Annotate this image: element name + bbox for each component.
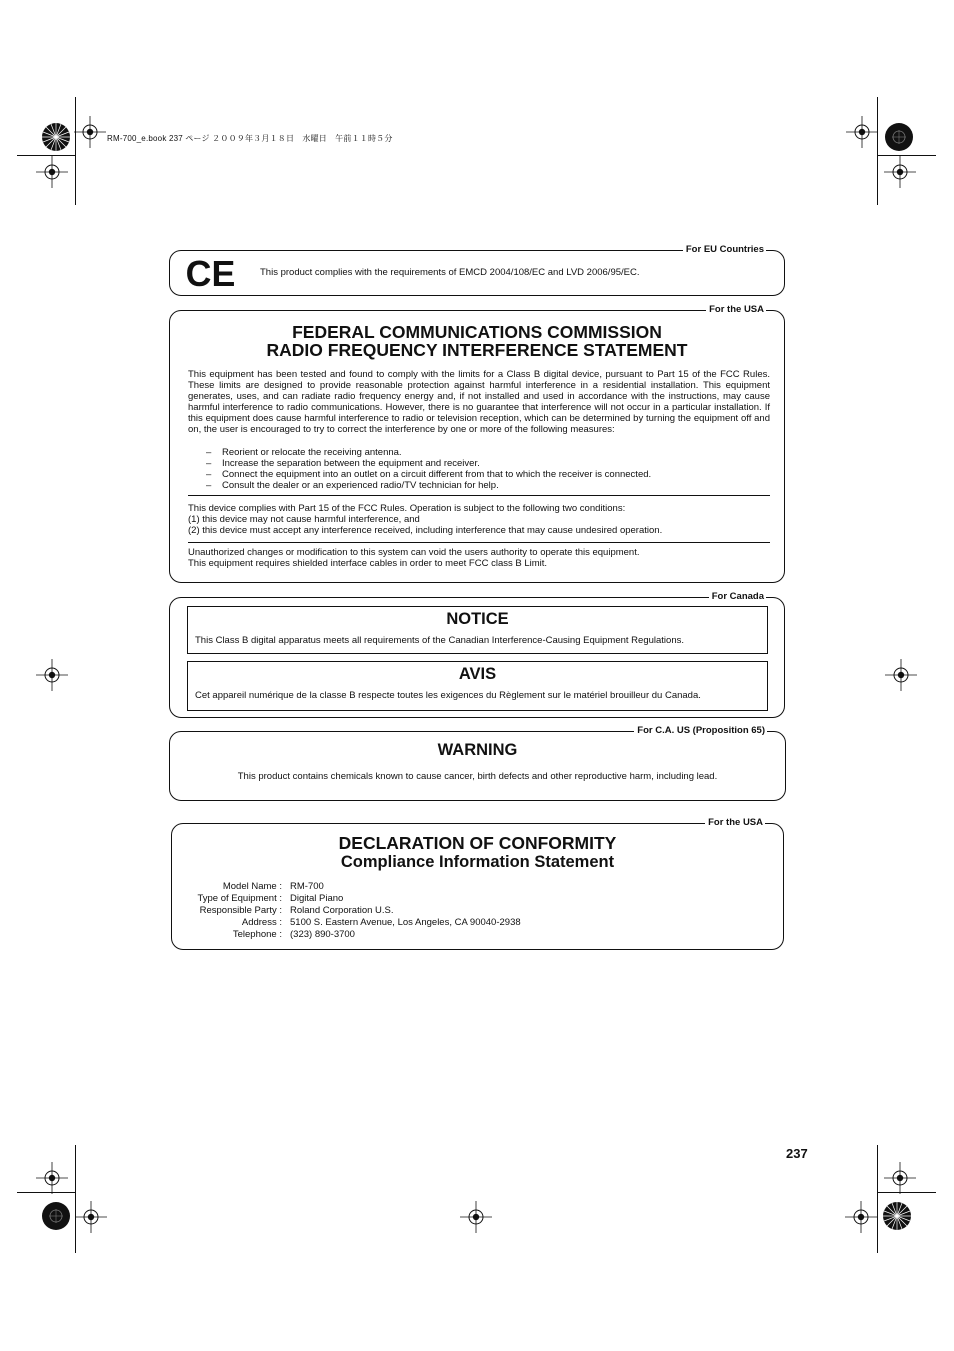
equipment-type-label: Type of Equipment : (197, 893, 282, 904)
table-row (172, 893, 521, 905)
avis-text: Cet appareil numérique de la classe B respecte toutes les exigences du Règlement sur le matériel brouilleur du Canada. (195, 690, 701, 701)
conformity-details (172, 881, 521, 941)
fcc-title (170, 323, 784, 359)
page-number: 237 (786, 1146, 808, 1161)
prop65-box (169, 725, 786, 801)
list-item: – Connect the equipment into an outlet on a circuit different from that to which the receiver is connected. (206, 469, 651, 480)
conformity-subtitle: Compliance Information Statement (340, 853, 615, 871)
address-label: Address : (241, 917, 282, 928)
svg-text:CE: CE (185, 257, 236, 289)
list-item: – Consult the dealer or an experienced radio/TV technician for help. (206, 480, 651, 491)
fcc-title-line2: RADIO FREQUENCY INTERFERENCE STATEMENT (266, 340, 688, 360)
table-row (172, 881, 521, 893)
ce-mark-icon (184, 257, 240, 289)
model-name-label: Model Name : (222, 881, 282, 892)
fcc-paragraph: This equipment has been tested and found to comply with the limits for a Class B digital device, pursuant to Part 15 of the FCC Rules. These limits are designed to provide reasonable protection against harmful interference in a residential installation. This equipment generates, uses, and can radiate radio frequency energy and, if not installed and used in accordance with the instructions, may cause harmful interference to radio communications. However, there is no guarantee that interference will not occur in a particular installation. If this equipment does cause harmful interference to radio or television reception, which can be determined by turning the equipment off and on, the user is encouraged to try to correct the interference by one or more of the following measures: (188, 369, 770, 435)
eu-tag: For EU Countries (683, 244, 766, 256)
conformity-tag: For the USA (705, 817, 765, 829)
shielded-cables-text: This equipment requires shielded interface cables in order to meet FCC class B Limit. (188, 558, 548, 569)
fcc-measures-list (206, 447, 651, 491)
notice-text: This Class B digital apparatus meets all requirements of the Canadian Interference-Causing Equipment Regulations. (195, 635, 684, 646)
fcc-title-line1: FEDERAL COMMUNICATIONS COMMISSION (292, 322, 662, 342)
fcc-statement-box (169, 304, 785, 583)
table-row (172, 929, 521, 941)
canada-tag: For Canada (709, 591, 766, 603)
canada-box (169, 591, 785, 718)
telephone-value: (323) 890-3700 (290, 929, 355, 940)
eu-compliance-box (169, 244, 785, 296)
model-name-value: RM-700 (290, 881, 324, 892)
list-item: – Increase the separation between the equipment and receiver. (206, 458, 651, 469)
warning-title: WARNING (437, 741, 518, 759)
eu-compliance-text: This product complies with the requirements of EMCD 2004/108/EC and LVD 2006/95/EC. (260, 267, 640, 278)
notice-panel (187, 606, 768, 654)
divider (188, 495, 770, 496)
unauthorized-changes-text: Unauthorized changes or modification to this system can void the users authority to operate this equipment. (188, 547, 640, 558)
notice-title: NOTICE (446, 610, 509, 628)
file-info-header: RM-700_e.book 237 ページ ２００９年３月１８日 水曜日 午前１１時５分 (107, 134, 393, 143)
avis-panel (187, 661, 768, 711)
equipment-type-value: Digital Piano (290, 893, 344, 904)
part15-condition-2: (2) this device must accept any interference received, including interference that may cause undesired operation. (188, 525, 663, 536)
part15-intro: This device complies with Part 15 of the FCC Rules. Operation is subject to the following two conditions: (188, 503, 626, 514)
table-row (172, 917, 521, 929)
responsible-party-value: Roland Corporation U.S. (290, 905, 394, 916)
responsible-party-label: Responsible Party : (199, 905, 282, 916)
list-item: – Reorient or relocate the receiving antenna. (206, 447, 651, 458)
avis-title: AVIS (458, 665, 497, 683)
prop65-tag: For C.A. US (Proposition 65) (634, 725, 767, 737)
conformity-box (171, 817, 784, 950)
divider (188, 542, 770, 543)
table-row (172, 905, 521, 917)
telephone-label: Telephone : (232, 929, 282, 940)
warning-text: This product contains chemicals known to cause cancer, birth defects and other reproductive harm, including lead. (237, 771, 718, 782)
address-value: 5100 S. Eastern Avenue, Los Angeles, CA 90040-2938 (290, 917, 521, 928)
conformity-title: DECLARATION OF CONFORMITY (338, 833, 617, 853)
fcc-tag: For the USA (706, 304, 766, 316)
part15-condition-1: (1) this device may not cause harmful interference, and (188, 514, 420, 525)
